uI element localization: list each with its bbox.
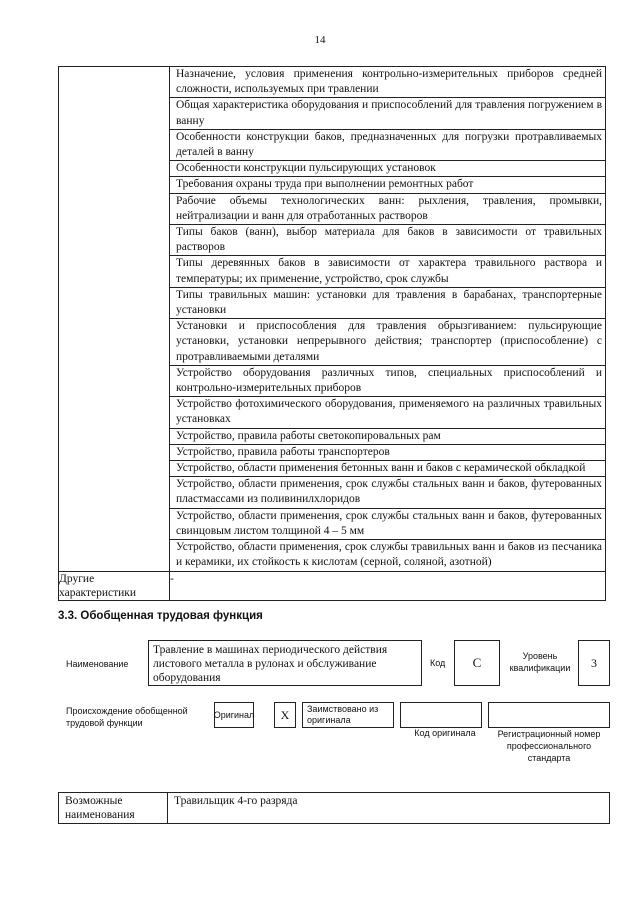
knowledge-item: Особенности конструкции пульсирующих установок	[170, 161, 605, 177]
knowledge-item: Устройство, правила работы светокопировальных рам	[170, 429, 605, 445]
knowledge-item: Устройство фотохимического оборудования, применяемого на различных травильных установках	[170, 397, 605, 428]
knowledge-item: Устройство, области применения, срок службы стальных ванн и баков, футерованных пластмассами из поливинилхлоридов	[170, 477, 605, 508]
knowledge-item: Назначение, условия применения контрольно-измерительных приборов средней сложности, используемых при травлении	[170, 67, 605, 98]
knowledge-item: Общая характеристика оборудования и приспособлений для травления погружением в ванну	[170, 98, 605, 129]
knowledge-item: Особенности конструкции баков, предназначенных для погрузки протравливаемых деталей в ванну	[170, 130, 605, 161]
possible-names-value: Травильщик 4-го разряда	[168, 793, 610, 824]
function-header-row	[58, 640, 610, 688]
knowledge-table	[58, 66, 606, 601]
code-original-label: Код оригинала	[414, 728, 476, 738]
possible-names-label: Возможные наименования	[59, 793, 168, 824]
original-label: Оригинал	[214, 702, 254, 728]
other-characteristics-label: Другие характеристики	[59, 571, 170, 600]
borrowed-label: Заимствовано из оригинала	[302, 702, 394, 728]
knowledge-item: Устройство, области применения бетонных ванн и баков с керамической обкладкой	[170, 461, 605, 477]
knowledge-item: Требования охраны труда при выполнении ремонтных работ	[170, 177, 605, 193]
page-number: 14	[314, 34, 326, 46]
knowledge-label-cell	[59, 67, 170, 572]
registration-number-label: Регистрационный номер профессионального стандарта	[497, 729, 601, 763]
original-mark: X	[274, 702, 296, 728]
code-original-box	[400, 702, 482, 728]
knowledge-item: Типы баков (ванн), выбор материала для баков в зависимости от травильных растворов	[170, 225, 605, 256]
knowledge-item: Типы деревянных баков в зависимости от характера травильного раствора и температуры; их применение, устройство, срок службы	[170, 256, 605, 287]
qualification-level-label: Уровень квалификации	[509, 651, 571, 673]
registration-number-box	[488, 702, 610, 728]
other-characteristics-value: -	[170, 571, 606, 600]
knowledge-item: Типы травильных машин: установки для травления в барабанах, транспортерные установки	[170, 288, 605, 319]
knowledge-item: Устройство, области применения, срок службы стальных ванн и баков, футерованных свинцовым листом толщиной 4 – 5 мм	[170, 509, 605, 540]
function-name-label: Наименование	[66, 659, 129, 669]
knowledge-item: Устройство, области применения, срок службы травильных ванн и баков из песчаника и керамики, их стойкость к кислотам (серной, соляной, азотной)	[176, 541, 602, 569]
origin-label: Происхождение обобщенной трудовой функции	[66, 706, 188, 728]
function-name-value: Травление в машинах периодического действия листового металла в рулонах и обслуживание оборудования	[148, 640, 422, 686]
knowledge-item: Устройство оборудования различных типов, специальных приспособлений и контрольно-измерительных приборов	[170, 366, 605, 397]
function-code-value: С	[454, 640, 500, 686]
knowledge-item: Устройство, правила работы транспортеров	[170, 445, 605, 461]
possible-names-table	[58, 792, 610, 824]
section-title: 3.3. Обобщенная трудовая функция	[58, 610, 263, 622]
knowledge-item: Рабочие объемы технологических ванн: рыхления, травления, промывки, нейтрализации и ванн для отработанных растворов	[170, 194, 605, 225]
knowledge-items-cell	[170, 67, 606, 572]
knowledge-item: Установки и приспособления для травления обрызгиванием: пульсирующие установки, установки непрерывного действия; транспортер (приспособление) с протравливаемыми деталями	[170, 319, 605, 366]
qualification-level-value: 3	[578, 640, 610, 686]
function-code-label: Код	[430, 658, 446, 668]
